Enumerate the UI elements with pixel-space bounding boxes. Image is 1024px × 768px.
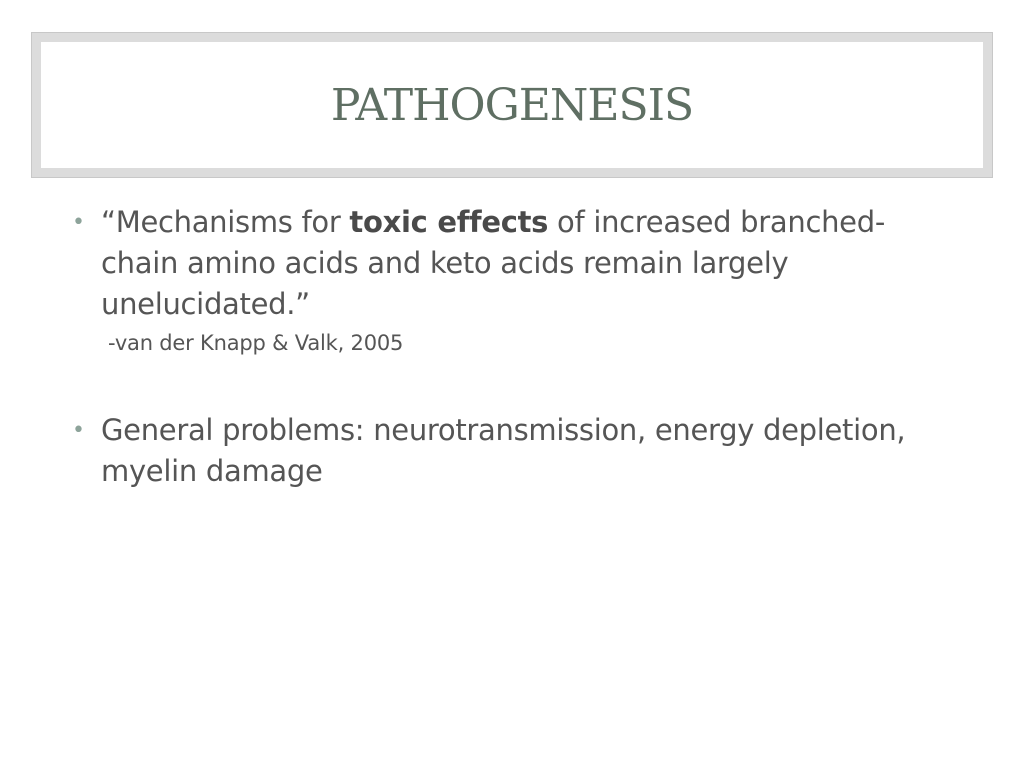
bullet-item-quote	[72, 202, 952, 325]
bullet-dot-icon: •	[72, 418, 85, 443]
bullet-dot-icon: •	[72, 210, 85, 235]
quote-text-start: “Mechanisms for	[101, 205, 350, 239]
slide-body	[72, 202, 952, 492]
slide-title: PATHOGENESIS	[330, 80, 694, 131]
bullet-item-general-problems	[72, 410, 952, 492]
quote-text-bold: toxic effects	[349, 205, 549, 239]
general-problems-text: General problems: neurotransmission, energy depletion, myelin damage	[101, 413, 906, 488]
title-frame	[31, 32, 993, 178]
quote-citation: -van der Knapp & Valk, 2005	[108, 331, 404, 355]
quote-text-end: of increased branched-chain amino acids and keto acids remain largely unelucidated.”	[101, 205, 885, 321]
